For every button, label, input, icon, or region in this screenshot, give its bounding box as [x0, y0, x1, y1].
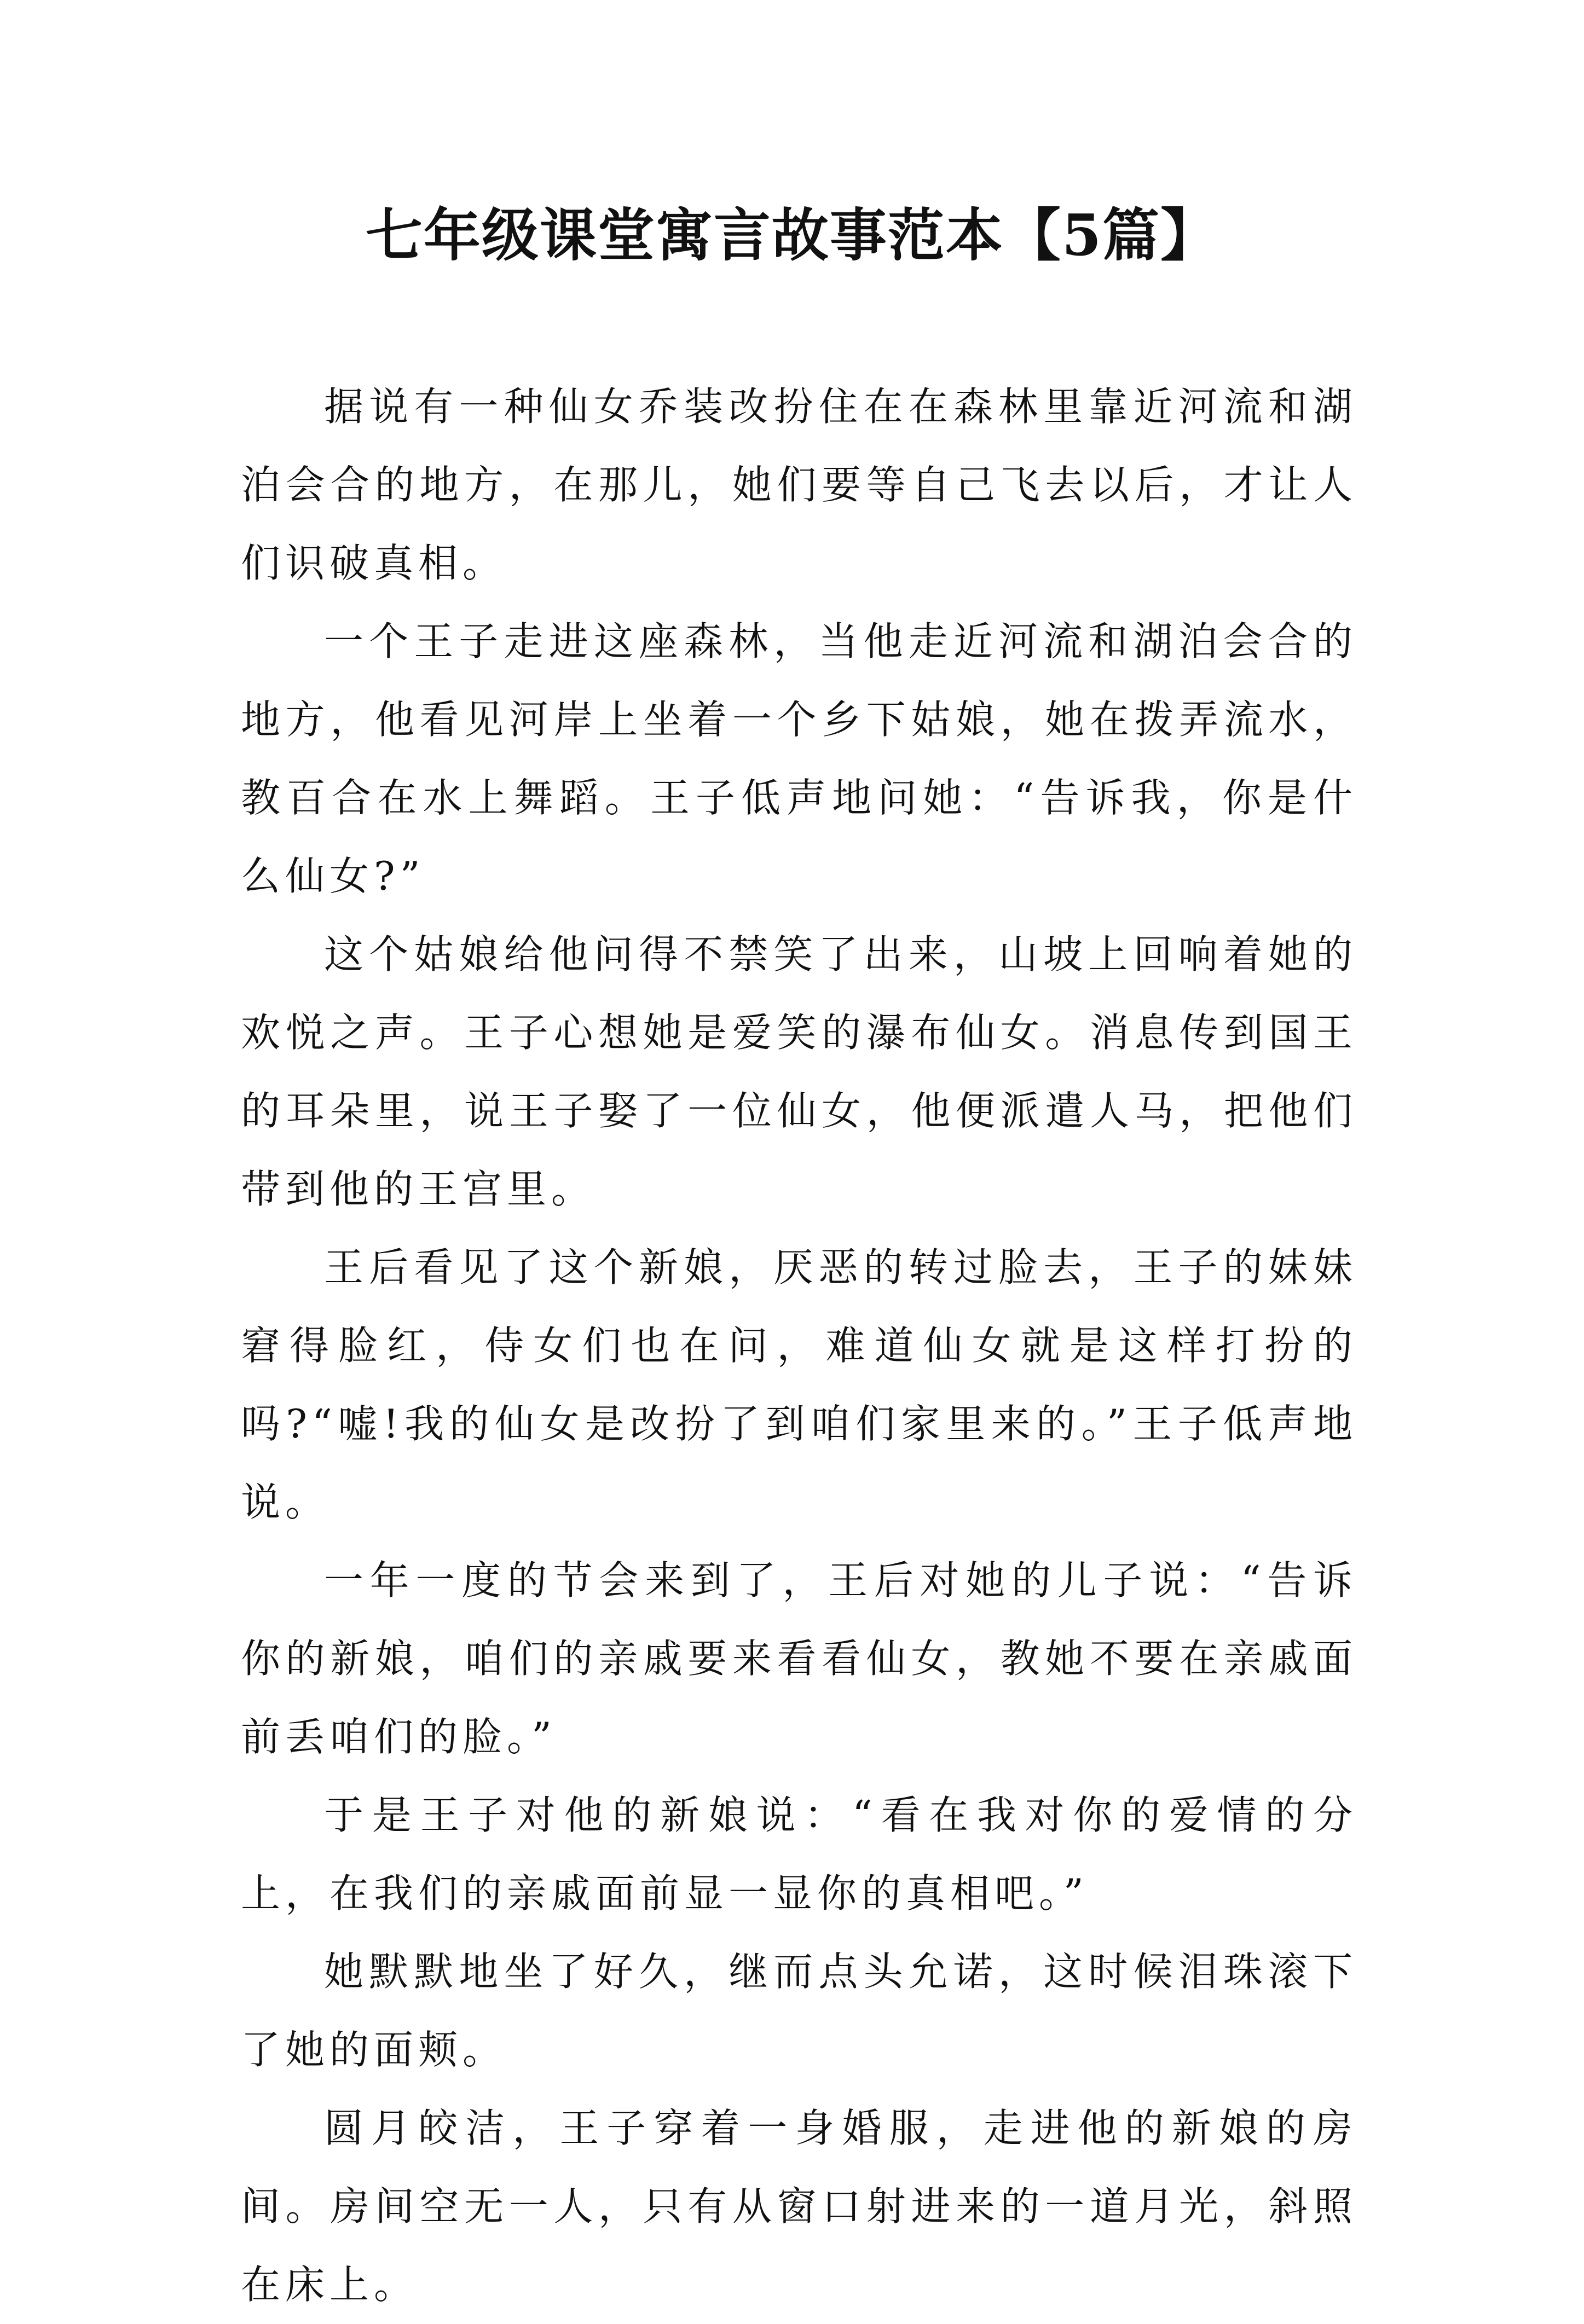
paragraph: 一年一度的节会来到了，王后对她的儿子说：“告诉你的新娘，咱们的亲戚要来看看仙女，教她不要在亲戚面前丢咱们的脸。” — [241, 1557, 1357, 1760]
paragraph: 据说有一种仙女乔装改扮住在在森林里靠近河流和湖泊会合的地方，在那儿，她们要等自己飞去以后，才让人们识破真相。 — [241, 384, 1357, 586]
paragraph: 于是王子对他的新娘说：“看在我对你的爱情的分上，在我们的亲戚面前显一显你的真相吧。” — [241, 1792, 1357, 1916]
document-title: 七年级课堂寓言故事范本【5篇】 — [365, 201, 1219, 269]
paragraph: 圆月皎洁，王子穿着一身婚服，走进他的新娘的房间。房间空无一人，只有从窗口射进来的一道月光，斜照在床上。 — [241, 2105, 1357, 2308]
paragraph: 一个王子走进这座森林，当他走近河流和湖泊会合的地方，他看见河岸上坐着一个乡下姑娘，她在拨弄流水，教百合在水上舞蹈。王子低声地问她：“告诉我，你是什么仙女?” — [241, 618, 1357, 899]
paragraph: 王后看见了这个新娘，厌恶的转过脸去，王子的妹妹窘得脸红，侍女们也在问，难道仙女就是这样打扮的吗?“嘘!我的仙女是改扮了到咱们家里来的。”王子低声地说。 — [241, 1244, 1357, 1525]
paragraph: 她默默地坐了好久，继而点头允诺，这时候泪珠滚下了她的面颊。 — [241, 1949, 1357, 2073]
document-body — [241, 368, 1357, 2324]
paragraph: 这个姑娘给他问得不禁笑了出来，山坡上回响着她的欢悦之声。王子心想她是爱笑的瀑布仙女。消息传到国王的耳朵里，说王子娶了一位仙女，他便派遣人马，把他们带到他的王宫里。 — [241, 931, 1357, 1212]
